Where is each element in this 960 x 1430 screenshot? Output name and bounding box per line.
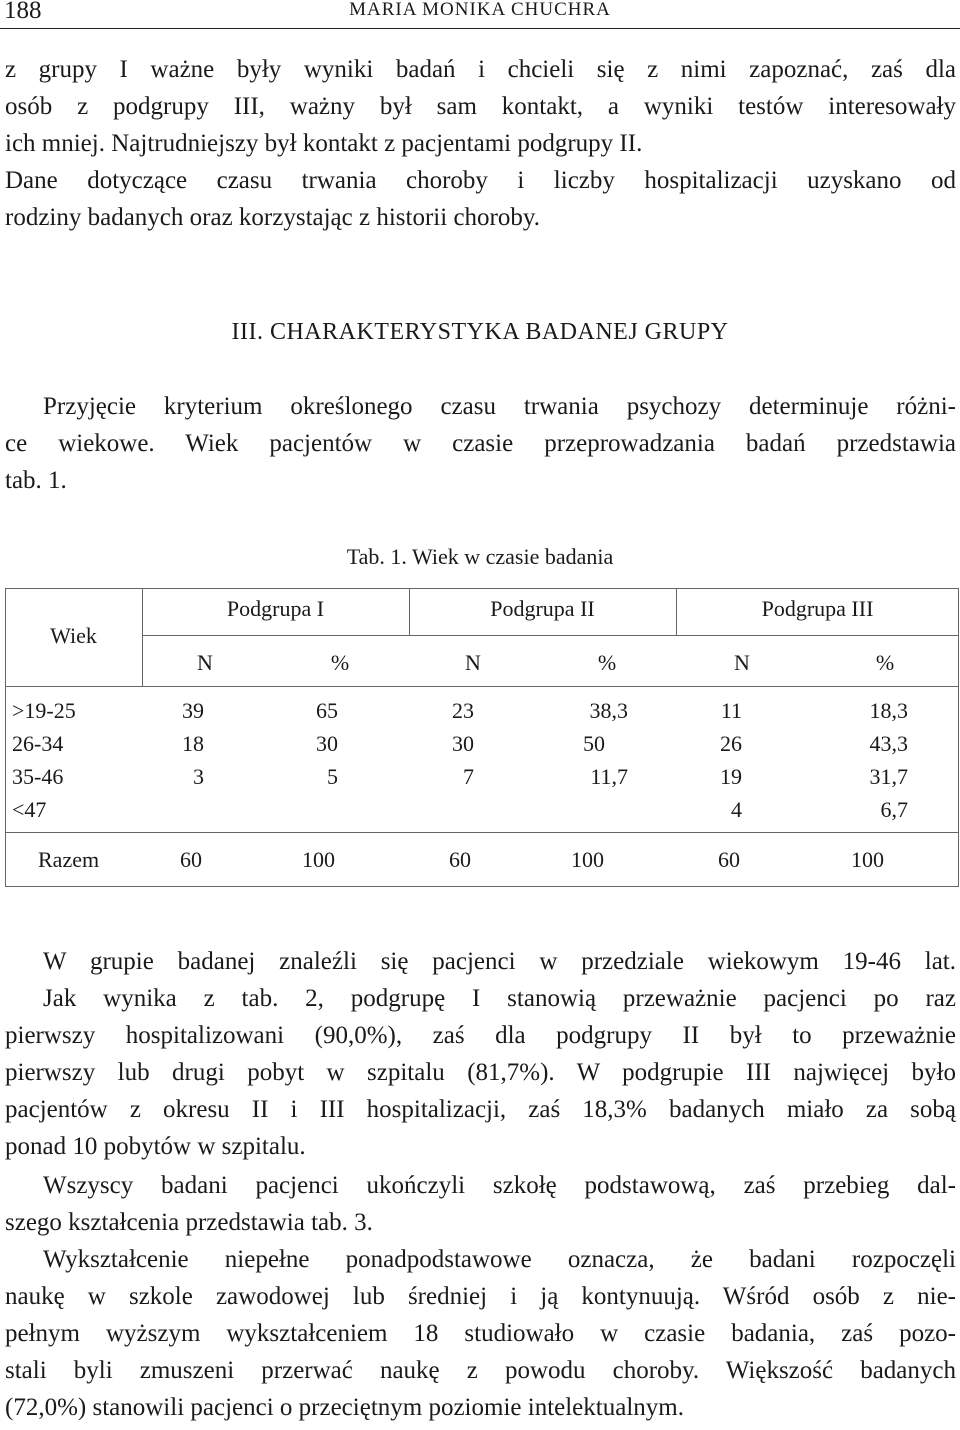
table-cell: 31,7 <box>869 764 908 789</box>
table-cell: 23 <box>452 698 474 723</box>
table-cell: 43,3 <box>869 731 908 756</box>
text-line: Dane dotyczące czasu trwania choroby i liczby hospitalizacji uzyskano od <box>5 167 956 194</box>
text-line: ce wiekowe. Wiek pacjentów w czasie przeprowadzania badań przedstawia <box>5 430 956 457</box>
total-cell: 100 <box>851 847 884 872</box>
text-line: W grupie badanej znaleźli się pacjenci w przedziale wiekowym 19-46 lat. <box>43 948 956 975</box>
total-cell: 100 <box>302 847 335 872</box>
row-label: <47 <box>12 797 47 822</box>
table-cell: 18,3 <box>869 698 908 723</box>
column-header: % <box>875 650 895 675</box>
column-header: N <box>734 650 750 675</box>
text-line: naukę w szkole zawodowej lub średniej i ją kontynuują. Wśród osób z nie- <box>5 1283 956 1310</box>
table-cell: 3 <box>193 764 204 789</box>
group-header: Podgrupa II <box>490 596 595 621</box>
table-border <box>5 588 959 887</box>
table-cell: 65 <box>316 698 338 723</box>
text-line: Wykształcenie niepełne ponadpodstawowe oznacza, że badani rozpoczęli <box>43 1246 956 1273</box>
text-line: pierwszy lub drugi pobyt w szpitalu (81,7%). W podgrupie III najwięcej było <box>5 1059 956 1086</box>
total-cell: 60 <box>718 847 740 872</box>
table-cell: 11,7 <box>590 764 628 789</box>
table-rule <box>5 686 959 687</box>
total-cell: 60 <box>449 847 471 872</box>
text-line: z grupy I ważne były wyniki badań i chcieli się z nimi zapoznać, zaś dla <box>5 56 956 83</box>
page-number: 188 <box>4 0 42 24</box>
table-cell: 4 <box>731 797 742 822</box>
table-cell: 30 <box>316 731 338 756</box>
text-line: (72,0%) stanowili pacjenci o przeciętnym poziomie intelektualnym. <box>5 1394 684 1421</box>
text-line: szego kształcenia przedstawia tab. 3. <box>5 1209 373 1236</box>
column-header: % <box>597 650 617 675</box>
text-line: tab. 1. <box>5 467 67 494</box>
table-cell: 6,7 <box>880 797 908 822</box>
table-caption: Tab. 1. Wiek w czasie badania <box>346 544 614 569</box>
text-line: pełnym wyższym wykształceniem 18 studiowało w czasie badania, zaś pozo- <box>5 1320 956 1347</box>
table-cell: 19 <box>720 764 742 789</box>
text-line: stali byli zmuszeni przerwać naukę z powodu choroby. Większość badanych <box>5 1357 956 1384</box>
row-label: 26-34 <box>12 731 64 756</box>
table-cell: 5 <box>327 764 338 789</box>
table-cell: 38,3 <box>589 698 628 723</box>
text-line: Jak wynika z tab. 2, podgrupę I stanowią przeważnie pacjenci po raz <box>43 985 956 1012</box>
group-header: Podgrupa III <box>761 596 874 621</box>
total-cell: 60 <box>180 847 202 872</box>
text-line: Przyjęcie kryterium określonego czasu trwania psychozy determinuje różni- <box>43 393 956 420</box>
text-line: pacjentów z okresu II i III hospitalizacji, zaś 18,3% badanych miało za sobą <box>5 1096 956 1123</box>
text-line: osób z podgrupy III, ważny był sam kontakt, a wyniki testów interesowały <box>5 93 956 120</box>
running-title: MARIA MONIKA CHUCHRA <box>349 0 611 20</box>
column-header: N <box>465 650 481 675</box>
table-cell: 18 <box>182 731 204 756</box>
header-rule <box>0 28 960 29</box>
row-header: Wiek <box>50 623 97 648</box>
table-cell: 50 <box>583 731 605 756</box>
table-cell: 39 <box>182 698 204 723</box>
table-rule <box>142 635 959 636</box>
group-header: Podgrupa I <box>226 596 325 621</box>
text-line: rodziny badanych oraz korzystając z historii choroby. <box>5 204 540 231</box>
row-label: 35-46 <box>12 764 64 789</box>
total-label: Razem <box>38 847 100 872</box>
table-cell: 11 <box>720 698 742 723</box>
column-header: % <box>330 650 350 675</box>
row-label: >19-25 <box>12 698 76 723</box>
table-rule <box>5 832 959 833</box>
table-cell: 30 <box>452 731 474 756</box>
text-line: pierwszy hospitalizowani (90,0%), zaś dla podgrupy II był to przeważnie <box>5 1022 956 1049</box>
text-line: ponad 10 pobytów w szpitalu. <box>5 1133 306 1160</box>
text-line: ich mniej. Najtrudniejszy był kontakt z pacjentami podgrupy II. <box>5 130 643 157</box>
column-header: N <box>197 650 213 675</box>
table-cell: 26 <box>720 731 742 756</box>
table-cell: 7 <box>463 764 474 789</box>
text-line: Wszyscy badani pacjenci ukończyli szkołę podstawową, zaś przebieg dal- <box>43 1172 956 1199</box>
total-cell: 100 <box>571 847 604 872</box>
section-heading: III. CHARAKTERYSTYKA BADANEJ GRUPY <box>231 319 729 345</box>
